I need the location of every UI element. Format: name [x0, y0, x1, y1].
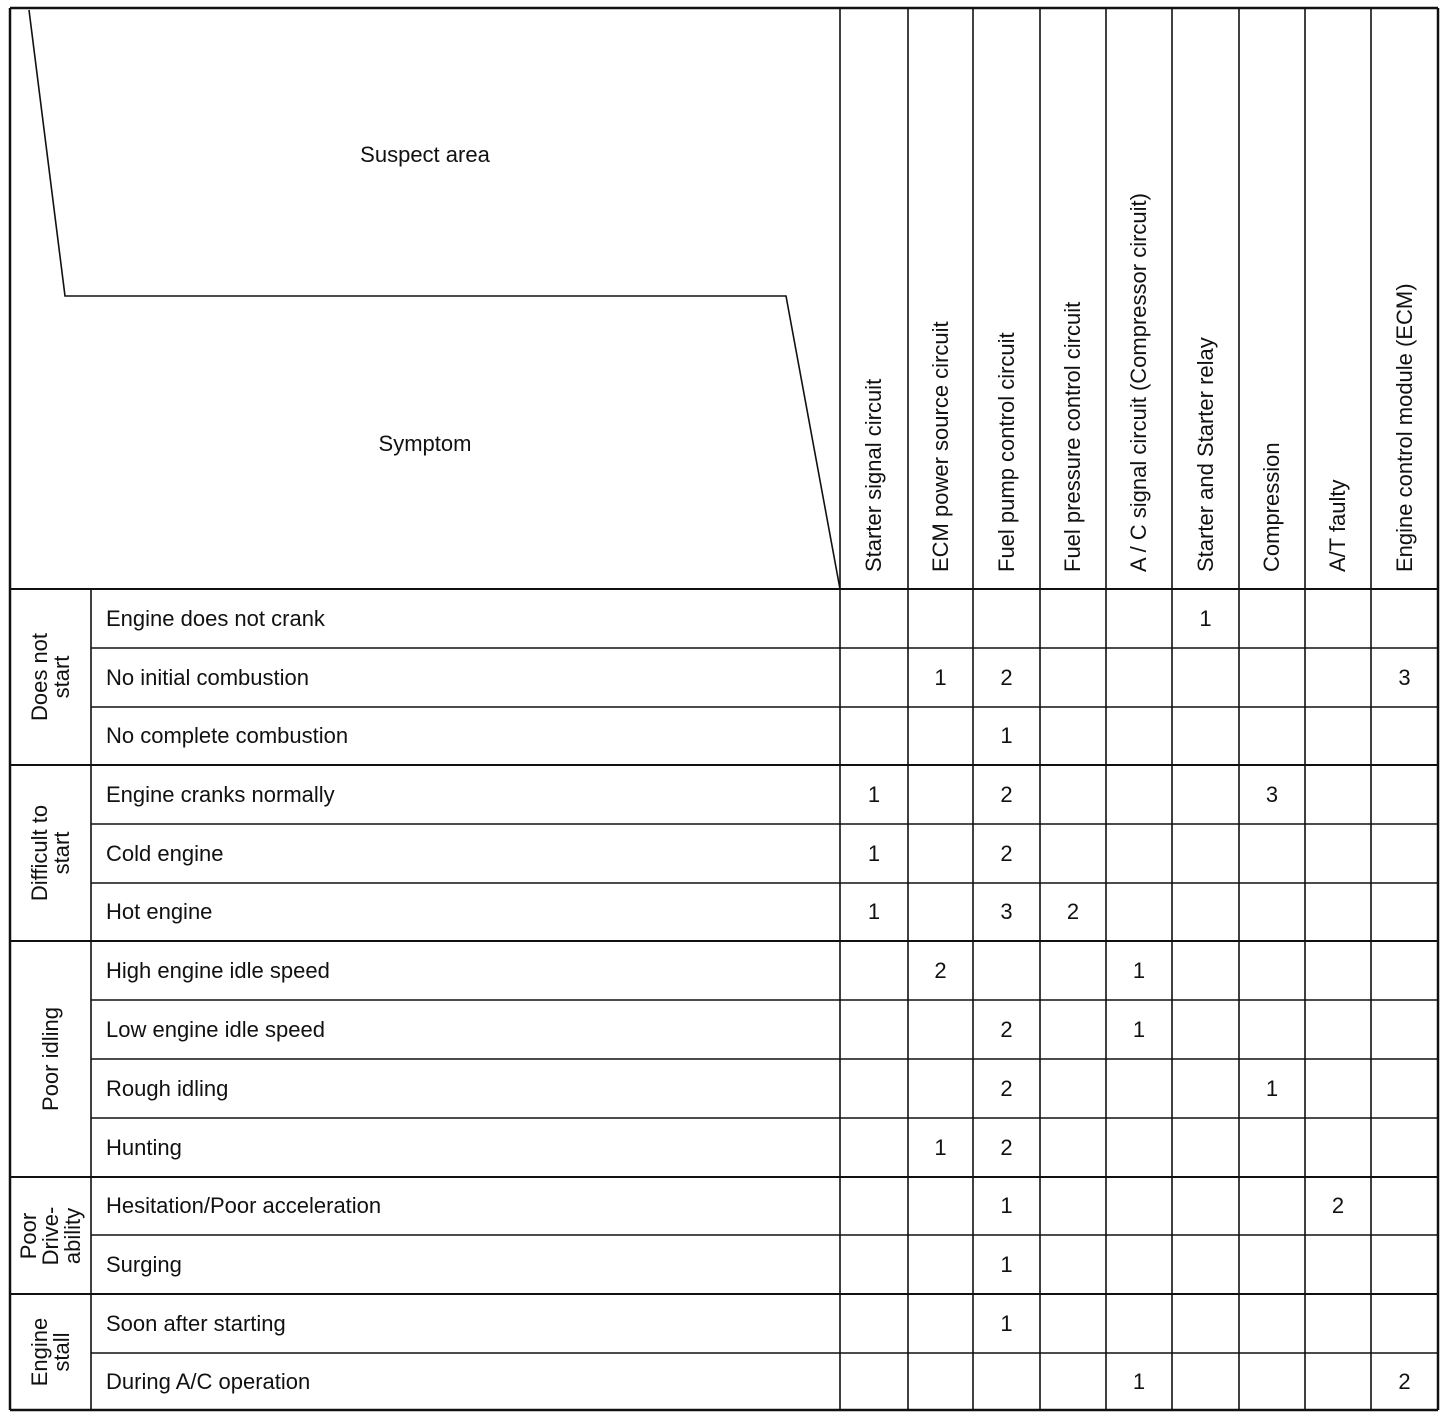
column-header: Engine control module (ECM)	[1391, 283, 1417, 572]
priority-value: 2	[1000, 1016, 1013, 1042]
priority-value: 1	[867, 781, 881, 807]
symptom-label: Engine cranks normally	[106, 781, 335, 807]
symptom-label: Soon after starting	[106, 1310, 286, 1336]
symptom-label: Engine does not crank	[106, 605, 325, 631]
column-header: Fuel pump control circuit	[993, 332, 1019, 572]
priority-value: 1	[1265, 1075, 1279, 1101]
priority-value: 3	[1398, 664, 1411, 690]
symptom-label: Rough idling	[106, 1075, 229, 1101]
priority-value: 2	[1000, 781, 1013, 807]
priority-value: 1	[934, 1134, 947, 1160]
priority-value: 1	[1000, 723, 1013, 748]
priority-value: 1	[1132, 1016, 1146, 1042]
priority-value: 1	[1000, 1251, 1013, 1277]
priority-value: 2	[1000, 1134, 1013, 1160]
priority-value: 2	[1066, 899, 1080, 924]
priority-value: 1	[1132, 1368, 1146, 1394]
symptom-label: High engine idle speed	[106, 957, 330, 983]
priority-value: 1	[867, 899, 881, 924]
symptom-label: Symptom	[378, 431, 472, 456]
priority-value: 1	[1199, 605, 1212, 631]
header-diagonal-divider	[29, 10, 840, 589]
symptom-label: No initial combustion	[106, 664, 309, 690]
column-header: ECM power source circuit	[927, 321, 953, 572]
priority-value: 3	[1000, 899, 1013, 924]
priority-value: 1	[867, 840, 881, 866]
symptom-label: No complete combustion	[106, 723, 349, 748]
priority-value: 2	[1331, 1193, 1345, 1218]
priority-value: 2	[1000, 840, 1013, 866]
priority-value: 2	[1000, 1075, 1013, 1101]
priority-value: 1	[1132, 957, 1146, 983]
priority-value: 2	[1000, 664, 1013, 690]
priority-value: 1	[1000, 1310, 1013, 1336]
symptom-label: During A/C operation	[106, 1368, 311, 1394]
symptom-label: Surging	[106, 1251, 182, 1277]
priority-value: 1	[1000, 1193, 1013, 1218]
symptom-label: Low engine idle speed	[106, 1016, 325, 1042]
symptom-label: Hunting	[106, 1134, 182, 1160]
column-header: Starter and Starter relay	[1192, 337, 1218, 572]
priority-value: 2	[934, 957, 947, 983]
symptom-label: Hesitation/Poor acceleration	[106, 1193, 382, 1218]
column-header: Starter signal circuit	[861, 378, 886, 572]
column-header: Fuel pressure control circuit	[1060, 301, 1085, 572]
symptom-label: Cold engine	[106, 840, 224, 866]
priority-value: 3	[1265, 781, 1279, 807]
suspect-area-label: Suspect area	[360, 142, 490, 167]
column-header: A / C signal circuit (Compressor circuit)	[1126, 193, 1151, 572]
column-header: Compression	[1259, 442, 1284, 572]
symptom-label: Hot engine	[106, 899, 213, 924]
priority-value: 1	[934, 664, 947, 690]
column-header: A/T faulty	[1325, 479, 1350, 572]
priority-value: 2	[1398, 1368, 1411, 1394]
